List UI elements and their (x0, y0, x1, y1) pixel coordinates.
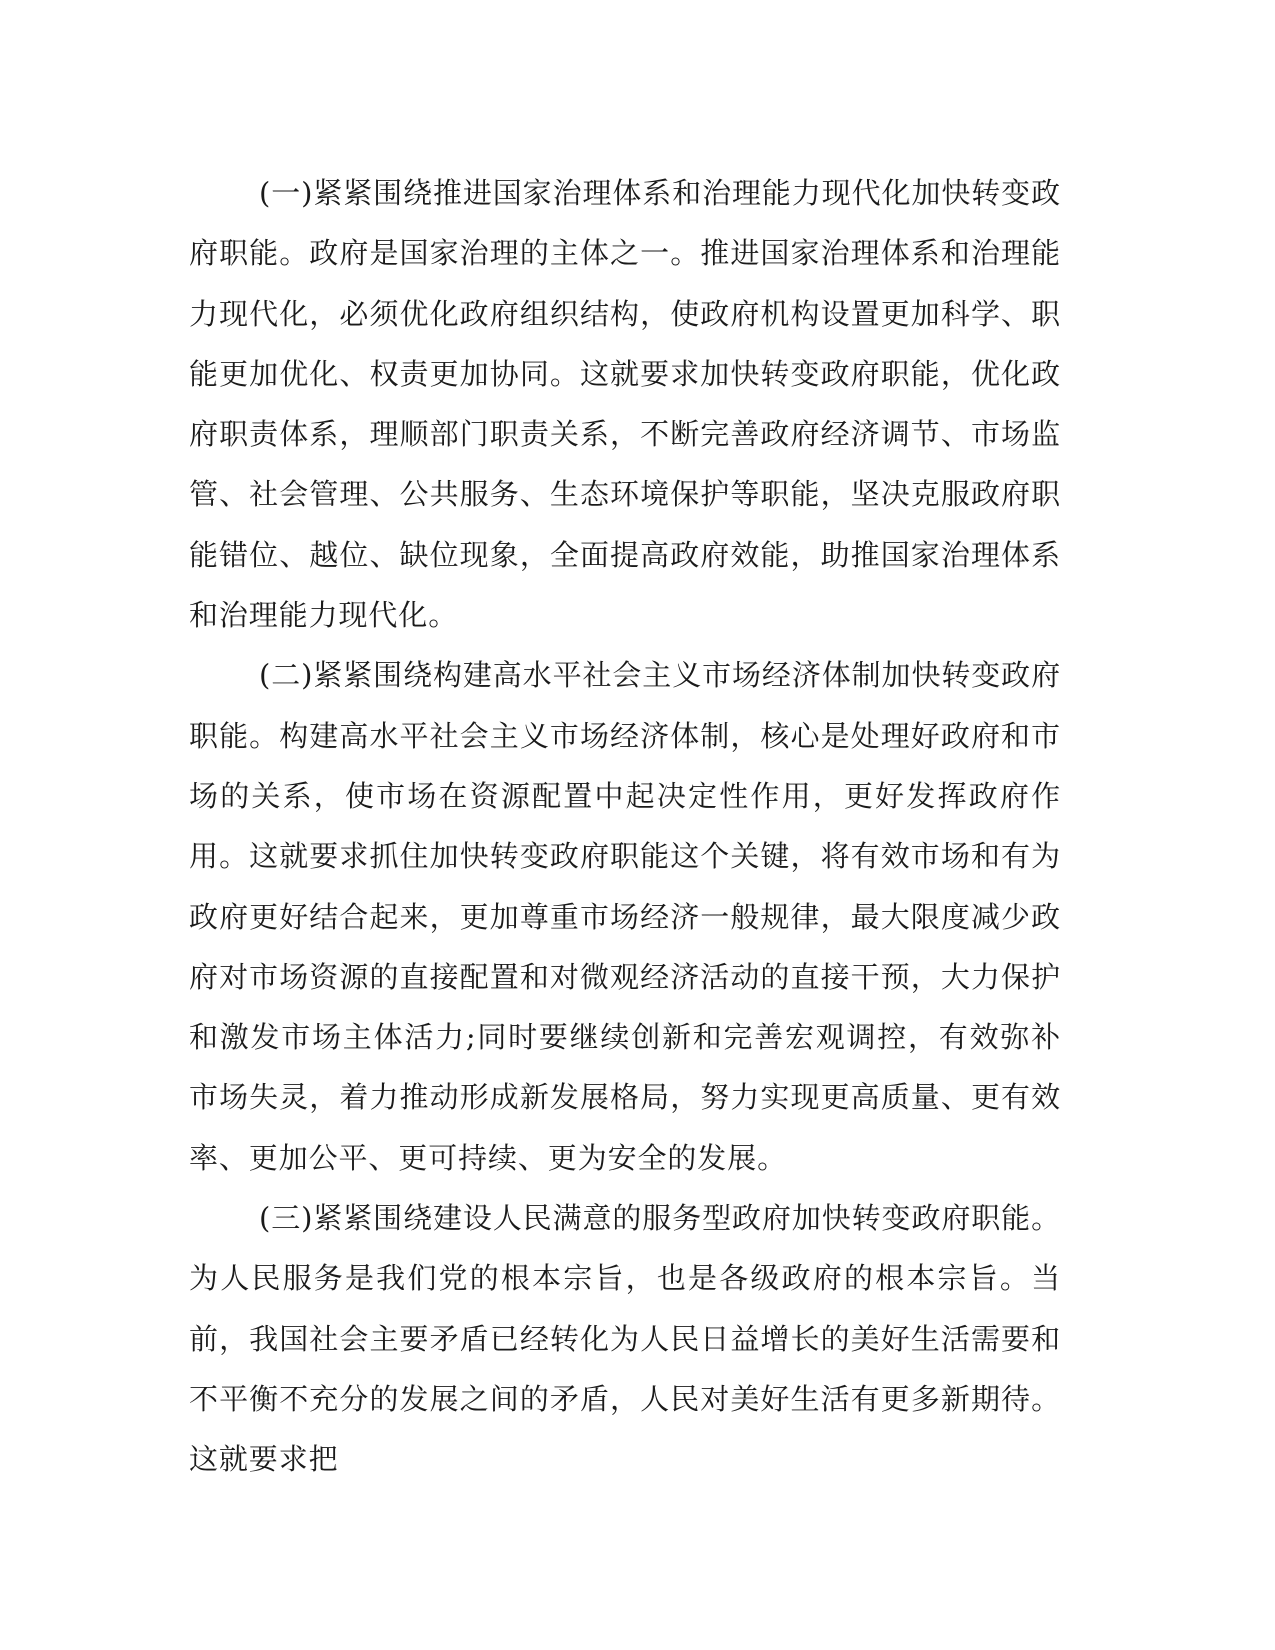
paragraph-3: (三)紧紧围绕建设人民满意的服务型政府加快转变政府职能。为人民服务是我们党的根本宗旨，也是各级政府的根本宗旨。当前，我国社会主要矛盾已经转化为人民日益增长的美好生活需要和不平衡不充分的发展之间的矛盾，人民对美好生活有更多新期待。这就要求把 (189, 1201, 1061, 1477)
paragraph-1: (一)紧紧围绕推进国家治理体系和治理能力现代化加快转变政府职能。政府是国家治理的主体之一。推进国家治理体系和治理能力现代化，必须优化政府组织结构，使政府机构设置更加科学、职能更加优化、权责更加协同。这就要求加快转变政府职能，优化政府职责体系，理顺部门职责关系，不断完善政府经济调节、市场监管、社会管理、公共服务、生态环境保护等职能，坚决克服政府职能错位、越位、缺位现象，全面提高政府效能，助推国家治理体系和治理能力现代化。 (189, 176, 1061, 633)
document-body (189, 163, 1061, 1490)
paragraph-2: (二)紧紧围绕构建高水平社会主义市场经济体制加快转变政府职能。构建高水平社会主义市场经济体制，核心是处理好政府和市场的关系，使市场在资源配置中起决定性作用，更好发挥政府作用。这就要求抓住加快转变政府职能这个关键，将有效市场和有为政府更好结合起来，更加尊重市场经济一般规律，最大限度减少政府对市场资源的直接配置和对微观经济活动的直接干预，大力保护和激发市场主体活力;同时要继续创新和完善宏观调控，有效弥补市场失灵，着力推动形成新发展格局，努力实现更高质量、更有效率、更加公平、更可持续、更为安全的发展。 (189, 658, 1061, 1175)
